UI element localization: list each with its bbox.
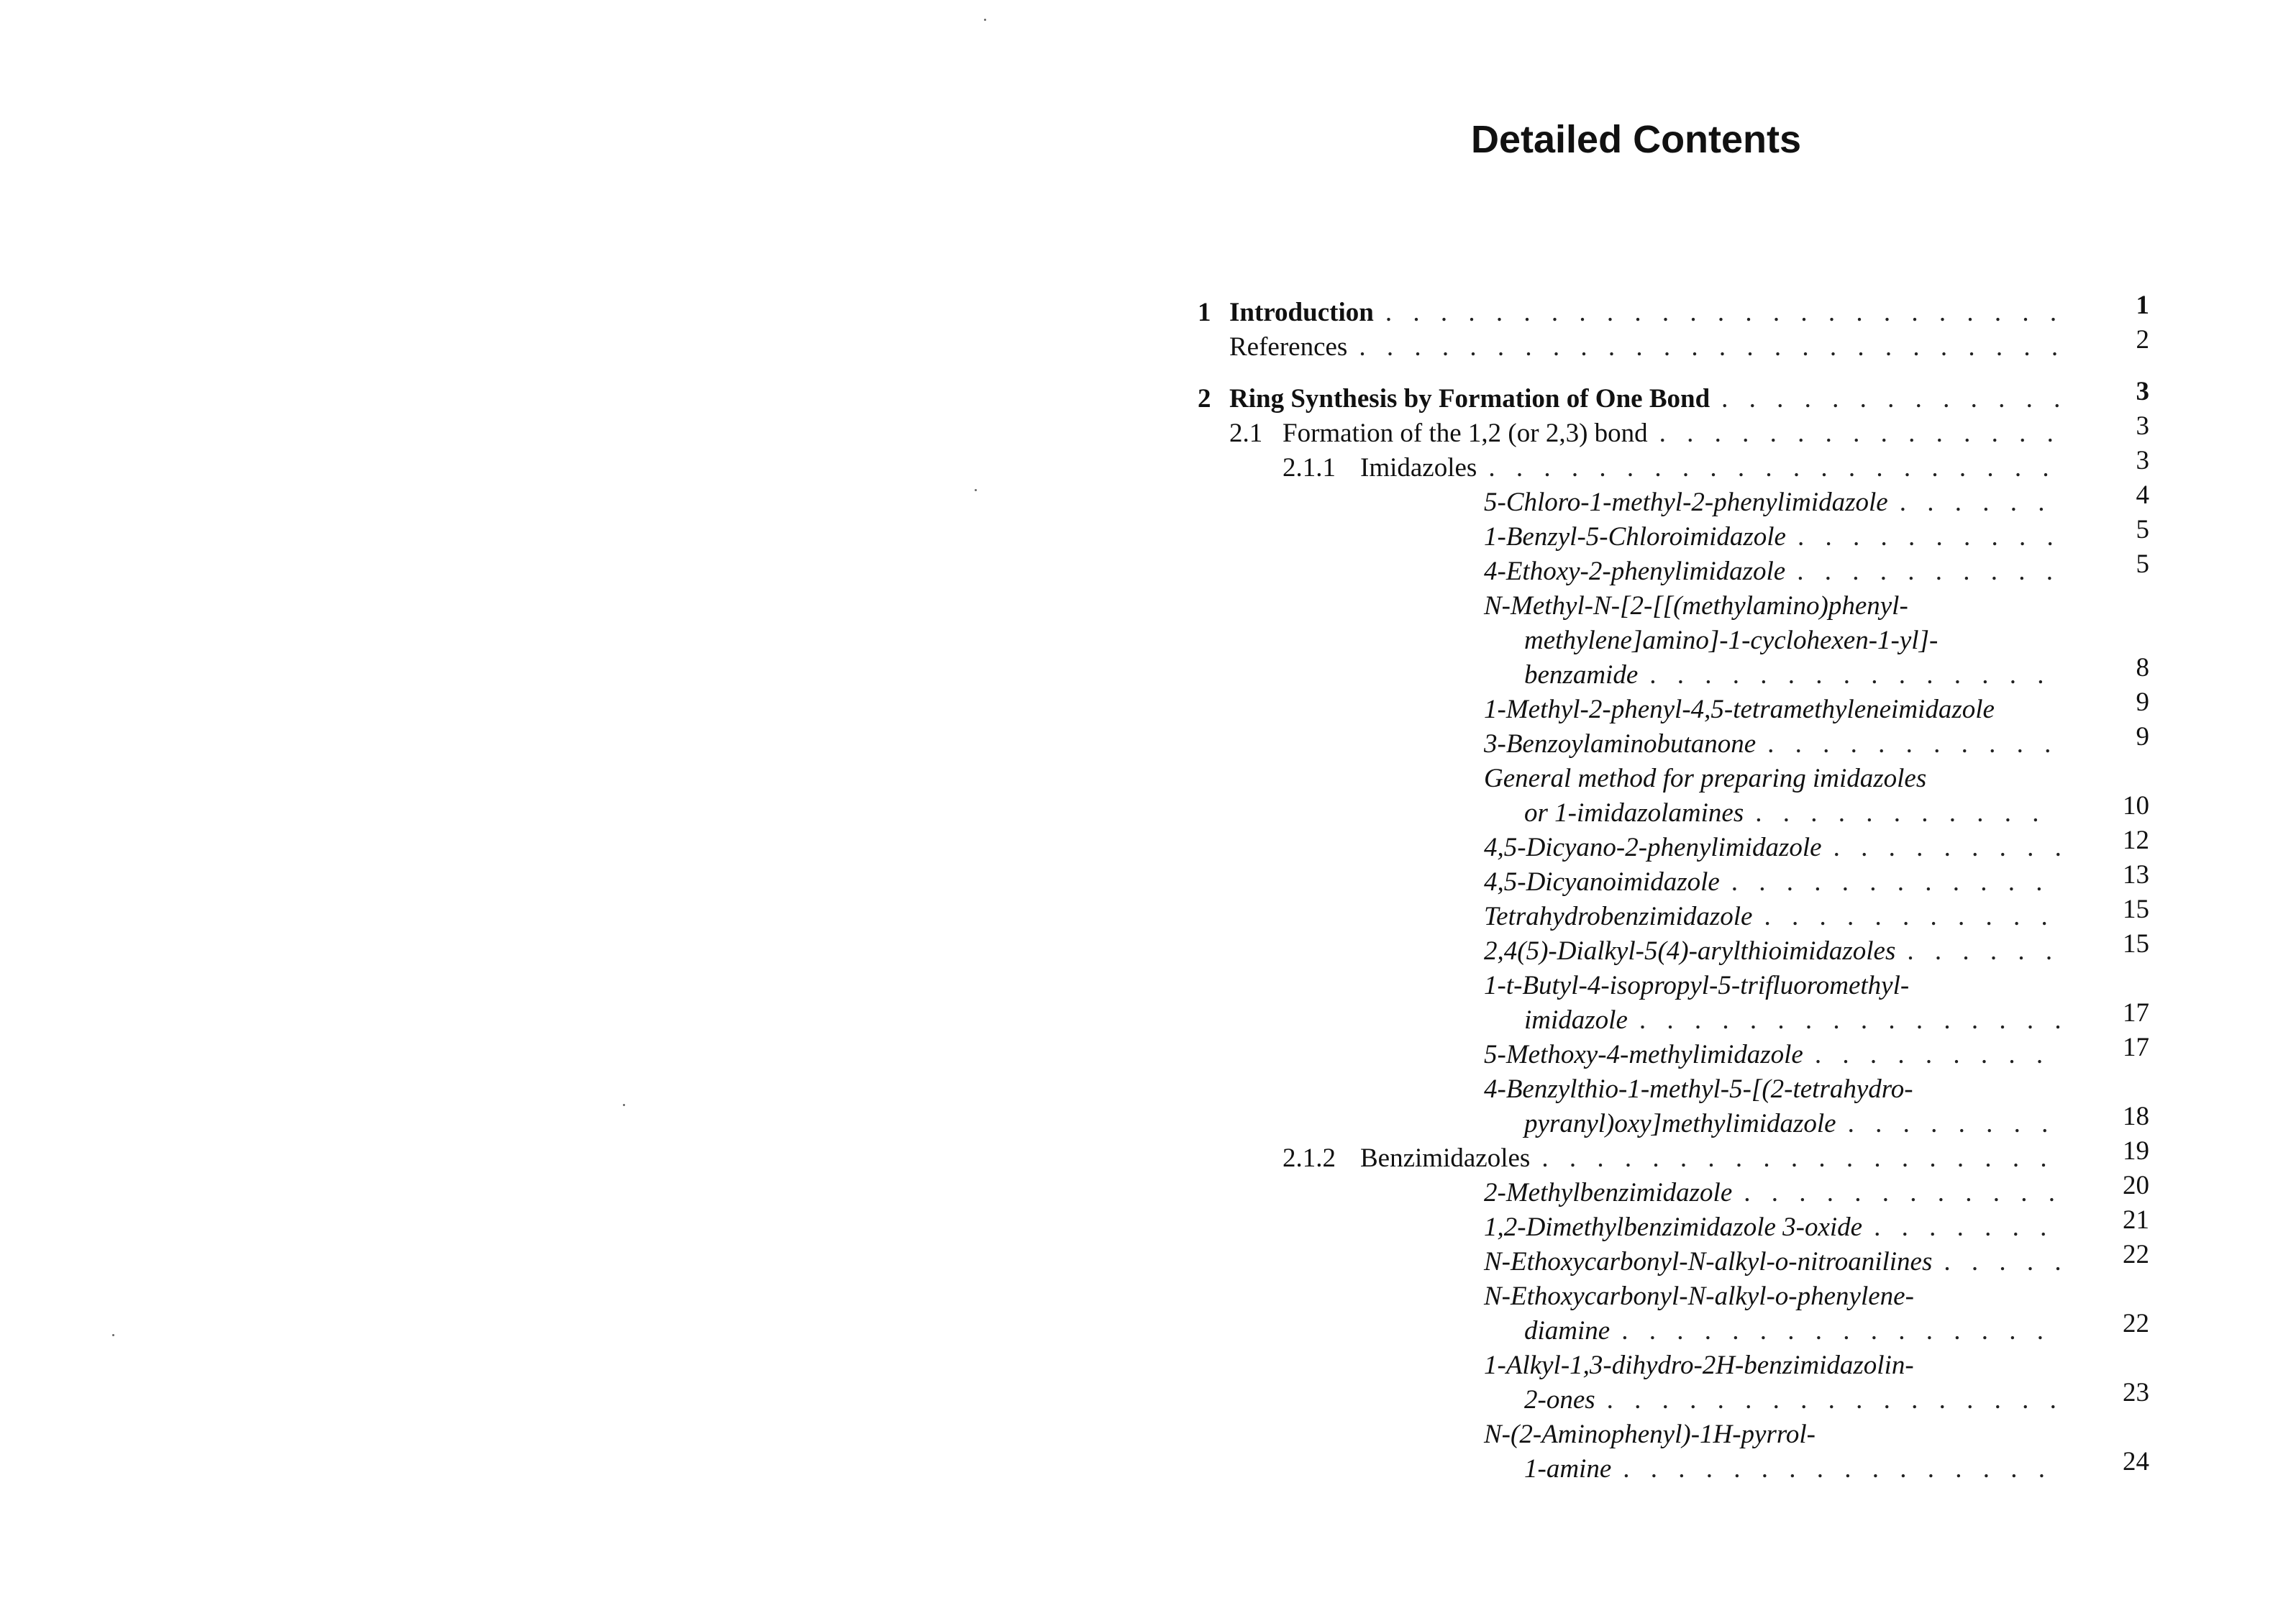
compound-name: 1-Methyl-2-phenyl-4,5-tetramethyleneimidazole — [1484, 695, 1995, 724]
toc-compound-entry[interactable] — [1484, 934, 2061, 969]
compound-name-line: 1-Alkyl-1,3-dihydro-2H-benzimidazolin- — [1484, 1351, 1914, 1380]
page-number: 2 — [2136, 325, 2149, 355]
dot-leader — [1900, 485, 2061, 520]
toc-compound-entry[interactable] — [1524, 1383, 2061, 1417]
compound-name-line: General method for preparing imidazoles — [1484, 764, 1927, 793]
dot-leader — [1621, 1314, 2061, 1348]
toc-compound-entry[interactable] — [1524, 796, 2061, 831]
dot-leader — [1744, 1176, 2061, 1210]
page-number: 24 — [2123, 1447, 2149, 1476]
dot-leader — [1623, 1452, 2061, 1487]
page-number: 8 — [2136, 653, 2149, 682]
dot-leader — [1659, 416, 2061, 451]
dot-leader — [1607, 1383, 2061, 1417]
toc-compound-entry[interactable] — [1484, 900, 2061, 934]
page-number: 19 — [2123, 1136, 2149, 1166]
compound-name-line: 4-Benzylthio-1-methyl-5-[(2-tetrahydro- — [1484, 1074, 1913, 1104]
compound-name-line: diamine — [1524, 1316, 1611, 1346]
compound-name-line: N-Ethoxycarbonyl-N-alkyl-o-phenylene- — [1484, 1282, 1914, 1311]
page-number: 4 — [2136, 480, 2149, 510]
page-number: 3 — [2136, 446, 2149, 475]
dot-leader — [1649, 658, 2061, 693]
page-number: 18 — [2123, 1102, 2149, 1131]
compound-name-line: methylene]amino]-1-cyclohexen-1-yl]- — [1524, 626, 1939, 655]
compound-name: 4-Ethoxy-2-phenylimidazole — [1484, 557, 1786, 586]
compound-name: 5-Chloro-1-methyl-2-phenylimidazole — [1484, 488, 1888, 517]
dot-leader — [1385, 296, 2061, 330]
compound-name-line: N-(2-Aminophenyl)-1H-pyrrol- — [1484, 1420, 1816, 1449]
toc-compound-entry[interactable] — [1524, 1003, 2061, 1038]
dot-leader — [1541, 1141, 2061, 1176]
toc-compound-entry[interactable] — [1524, 1314, 2061, 1348]
page-number: 22 — [2123, 1309, 2149, 1338]
toc-chapter-introduction[interactable] — [1198, 296, 2061, 330]
toc-compound-entry[interactable] — [1524, 1107, 2061, 1141]
dot-leader — [1797, 554, 2061, 589]
compound-name-line: or 1-imidazolamines — [1524, 798, 1744, 828]
compound-name: 1,2-Dimethylbenzimidazole 3-oxide — [1484, 1213, 1863, 1242]
toc-compound-entry[interactable] — [1484, 831, 2061, 865]
page-number: 15 — [2123, 895, 2149, 924]
dot-leader — [1359, 330, 2061, 365]
toc-entry-references[interactable] — [1229, 330, 2061, 365]
toc-subsection-imidazoles[interactable] — [1283, 451, 2061, 485]
toc-compound-entry[interactable] — [1484, 1210, 2061, 1245]
section-number: 2.1 — [1229, 419, 1263, 448]
page-number: 17 — [2123, 1033, 2149, 1062]
compound-name-line: imidazole — [1524, 1005, 1628, 1035]
page-number: 23 — [2123, 1378, 2149, 1407]
toc-compound-entry-line[interactable] — [1484, 1417, 2061, 1452]
page-number: 5 — [2136, 515, 2149, 544]
dot-leader — [1767, 727, 2061, 762]
toc-compound-entry[interactable] — [1484, 727, 2061, 762]
compound-name: 4,5-Dicyano-2-phenylimidazole — [1484, 833, 1822, 862]
toc-section-2-1[interactable] — [1229, 416, 2061, 451]
page-number: 3 — [2136, 411, 2149, 441]
dot-leader — [1815, 1038, 2061, 1072]
page-number: 21 — [2123, 1205, 2149, 1235]
compound-name-line: 2-ones — [1524, 1385, 1595, 1415]
toc-compound-entry-line[interactable] — [1484, 589, 2061, 624]
compound-name-line: pyranyl)oxy]methylimidazole — [1524, 1109, 1836, 1138]
dot-leader — [1764, 900, 2061, 934]
toc-compound-entry[interactable] — [1484, 1176, 2061, 1210]
page-number: 13 — [2123, 860, 2149, 890]
page-number: 10 — [2123, 791, 2149, 821]
compound-name-line: N-Methyl-N-[2-[[(methylamino)phenyl- — [1484, 591, 1908, 621]
dot-leader — [1833, 831, 2061, 865]
toc-subsection-benzimidazoles[interactable] — [1283, 1141, 2061, 1176]
page-number: 20 — [2123, 1171, 2149, 1200]
chapter-number: 2 — [1198, 384, 1211, 414]
compound-name: Tetrahydrobenzimidazole — [1484, 902, 1753, 931]
dot-leader — [1721, 382, 2061, 416]
subsection-number: 2.1.2 — [1283, 1143, 1336, 1173]
dot-leader — [1755, 796, 2061, 831]
toc-compound-entry-line[interactable] — [1484, 762, 2061, 796]
dot-leader — [1639, 1003, 2061, 1038]
compound-name: 2-Methylbenzimidazole — [1484, 1178, 1733, 1207]
toc-compound-entry-line[interactable] — [1524, 624, 2061, 658]
toc-compound-entry-line[interactable] — [1484, 1072, 2061, 1107]
subsection-title: Benzimidazoles — [1360, 1143, 1531, 1173]
dot-leader — [1488, 451, 2061, 485]
toc-compound-entry[interactable] — [1484, 485, 2061, 520]
toc-compound-entry[interactable] — [1524, 1452, 2061, 1487]
page-title: Detailed Contents — [1471, 118, 1802, 161]
entry-title: References — [1229, 332, 1348, 362]
dot-leader — [1944, 1245, 2061, 1279]
page-number: 9 — [2136, 722, 2149, 752]
toc-compound-entry-line[interactable] — [1484, 1348, 2061, 1383]
page-number: 12 — [2123, 826, 2149, 855]
dot-leader — [1798, 520, 2061, 554]
toc-compound-entry-line[interactable] — [1484, 969, 2061, 1003]
dot-leader — [1874, 1210, 2061, 1245]
page-number: 5 — [2136, 549, 2149, 579]
page-number: 22 — [2123, 1240, 2149, 1269]
dot-leader — [1731, 865, 2061, 900]
chapter-title: Ring Synthesis by Formation of One Bond — [1229, 384, 1710, 414]
page-number: 15 — [2123, 929, 2149, 959]
toc-compound-entry[interactable] — [1484, 520, 2061, 554]
toc-compound-entry[interactable] — [1484, 693, 2061, 727]
compound-name: 2,4(5)-Dialkyl-5(4)-arylthioimidazoles — [1484, 936, 1896, 966]
dot-leader — [1848, 1107, 2061, 1141]
compound-name: 4,5-Dicyanoimidazole — [1484, 867, 1720, 897]
toc-compound-entry[interactable] — [1484, 865, 2061, 900]
toc-compound-entry[interactable] — [1484, 554, 2061, 589]
section-title: Formation of the 1,2 (or 2,3) bond — [1283, 419, 1648, 448]
chapter-title: Introduction — [1229, 298, 1374, 327]
subsection-number: 2.1.1 — [1283, 453, 1336, 483]
toc-compound-entry-line[interactable] — [1484, 1279, 2061, 1314]
compound-name-line: benzamide — [1524, 660, 1639, 690]
compound-name: 5-Methoxy-4-methylimidazole — [1484, 1040, 1803, 1069]
compound-name: 1-Benzyl-5-Chloroimidazole — [1484, 522, 1786, 552]
page-number: 3 — [2136, 377, 2149, 406]
page-number: 9 — [2136, 688, 2149, 717]
compound-name: N-Ethoxycarbonyl-N-alkyl-o-nitroanilines — [1484, 1247, 1933, 1277]
subsection-title: Imidazoles — [1360, 453, 1477, 483]
dot-leader — [1907, 934, 2061, 969]
toc-compound-entry[interactable] — [1524, 658, 2061, 693]
compound-name: 3-Benzoylaminobutanone — [1484, 729, 1757, 759]
page-number: 1 — [2136, 291, 2149, 320]
compound-name-line: 1-t-Butyl-4-isopropyl-5-trifluoromethyl- — [1484, 971, 1910, 1000]
page-number: 17 — [2123, 998, 2149, 1028]
chapter-number: 1 — [1198, 298, 1211, 327]
compound-name-line: 1-amine — [1524, 1454, 1612, 1484]
toc-chapter-ring-synthesis[interactable] — [1198, 382, 2061, 416]
toc-compound-entry[interactable] — [1484, 1245, 2061, 1279]
toc-compound-entry[interactable] — [1484, 1038, 2061, 1072]
